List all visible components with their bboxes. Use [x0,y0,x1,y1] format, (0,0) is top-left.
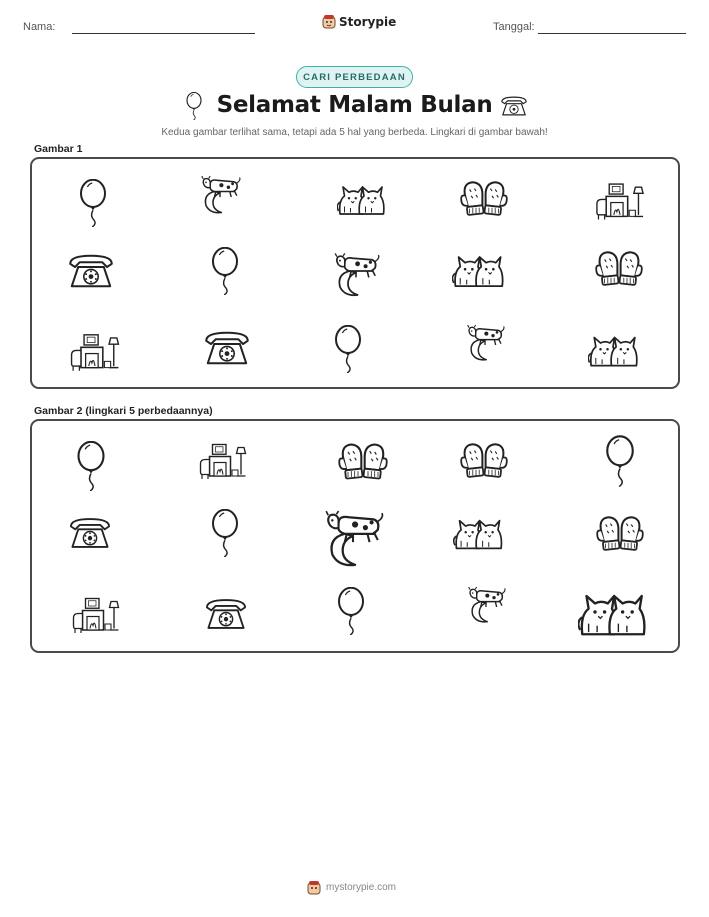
balloon-picture [332,325,364,373]
picture-1-label: Gambar 1 [34,143,83,155]
telephone-picture [203,329,251,367]
telephone-picture [67,251,115,291]
brand-name: Storypie [339,14,397,29]
cow-over-moon-picture [332,251,380,299]
balloon-icon [184,92,204,125]
mittens-picture [460,177,508,221]
cow-over-moon-picture [465,321,505,365]
living-room-picture[interactable] [72,595,120,635]
cow-over-moon-picture [199,173,241,217]
worksheet-title: Selamat Malam Bulan [216,92,493,118]
balloon-picture [74,179,112,227]
picture-2-label: Gambar 2 (lingkari 5 perbedaannya) [34,405,213,417]
footer [307,880,396,895]
brand-logo [322,14,396,29]
telephone-picture[interactable] [68,513,112,553]
balloon-picture[interactable] [209,509,241,557]
picture-1-panel [30,157,680,389]
telephone-picture[interactable] [204,595,248,633]
kittens-picture [452,249,504,291]
balloon-picture[interactable] [335,587,367,635]
activity-badge: CARI PERBEDAAN [296,66,413,88]
telephone-icon [500,95,528,122]
mittens-picture[interactable] [460,439,508,483]
instructions: Kedua gambar terlihat sama, tetapi ada 5 hal yang berbeda. Lingkari di gambar bawah! [161,127,548,138]
name-field[interactable] [72,33,255,34]
balloon-picture [209,247,241,295]
living-room-picture [70,331,120,373]
mittens-picture [595,247,643,291]
kittens-picture [337,179,385,219]
footer-site: mystorypie.com [326,882,397,893]
balloon-picture[interactable] [603,435,637,487]
mittens-picture[interactable] [596,513,644,555]
cow-over-moon-picture[interactable] [466,583,506,627]
cow-over-moon-picture[interactable] [322,507,384,571]
balloon-picture[interactable] [74,441,108,491]
kittens-picture[interactable] [578,583,646,643]
name-label: Nama: [23,21,56,33]
storypie-mascot-icon [322,14,336,29]
living-room-picture [595,181,645,221]
picture-2-panel[interactable] [30,419,680,653]
date-label: Tanggal: [493,21,535,33]
storypie-mascot-icon [307,880,321,895]
kittens-picture [588,329,638,371]
mittens-picture[interactable] [338,439,388,485]
kittens-picture[interactable] [453,513,503,553]
date-field[interactable] [538,33,686,34]
living-room-picture[interactable] [199,441,247,481]
